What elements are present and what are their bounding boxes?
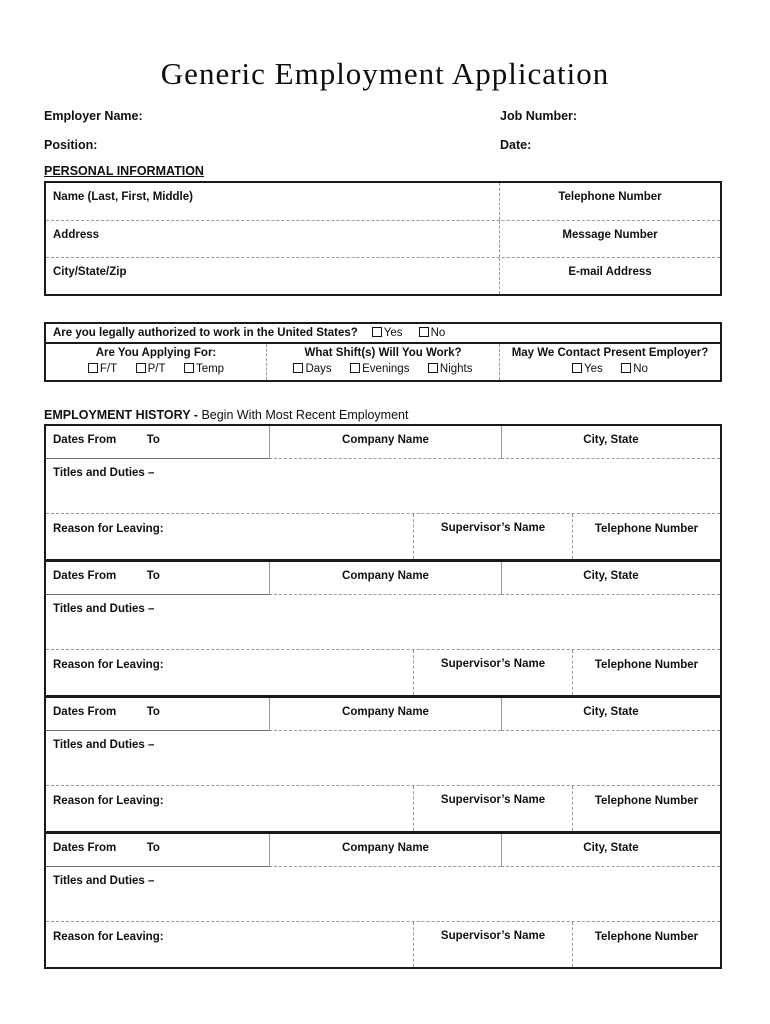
temp-label: Temp	[195, 363, 225, 375]
contact-employer-cell	[499, 344, 720, 380]
employment-block-1	[46, 426, 720, 559]
work-authorization-row	[46, 324, 720, 344]
contact-yes-label: Yes	[584, 363, 603, 375]
days-label: Days	[305, 363, 332, 375]
temp-checkbox[interactable]	[184, 363, 194, 373]
city-state-field[interactable]	[501, 426, 720, 459]
dates-from-label: Dates From	[53, 842, 117, 854]
ft-option	[88, 363, 117, 375]
company-name-field[interactable]	[269, 834, 501, 867]
city-state-label: City, State	[583, 706, 639, 718]
page-title: Generic Employment Application	[160, 56, 610, 91]
employer-name-label: Employer Name:	[44, 109, 143, 123]
city-state-field[interactable]	[501, 562, 720, 595]
table-row	[46, 834, 720, 867]
supervisor-name-field[interactable]	[413, 514, 572, 559]
evenings-label: Evenings	[362, 363, 410, 375]
dates-field[interactable]	[46, 698, 269, 731]
company-name-label: Company Name	[342, 842, 429, 854]
personal-information-table	[44, 181, 722, 296]
dates-field[interactable]	[46, 834, 269, 867]
telephone-number-field[interactable]	[572, 786, 720, 831]
company-name-field[interactable]	[269, 426, 501, 459]
job-number-label: Job Number:	[500, 109, 578, 123]
reason-for-leaving-label: Reason for Leaving:	[53, 523, 164, 535]
nights-label: Nights	[439, 363, 473, 375]
table-row	[46, 921, 720, 967]
eligibility-columns	[46, 344, 720, 380]
employment-history-table	[44, 424, 722, 969]
name-field[interactable]	[46, 183, 499, 220]
contact-yes-checkbox[interactable]	[572, 363, 582, 373]
shifts-options	[293, 359, 472, 376]
company-name-label: Company Name	[342, 434, 429, 446]
ft-label: F/T	[99, 363, 118, 375]
employment-history-heading	[44, 408, 408, 422]
city-state-label: City, State	[583, 570, 639, 582]
telephone-number-field[interactable]	[572, 514, 720, 559]
reason-for-leaving-label: Reason for Leaving:	[53, 795, 164, 807]
ft-checkbox[interactable]	[88, 363, 98, 373]
authorized-no-checkbox[interactable]	[419, 327, 429, 337]
contact-no-checkbox[interactable]	[621, 363, 631, 373]
applying-for-options	[88, 359, 224, 376]
personal-information-heading: PERSONAL INFORMATION	[44, 164, 204, 178]
applying-for-heading: Are You Applying For:	[95, 347, 217, 359]
days-option	[293, 363, 331, 375]
applying-for-cell	[46, 344, 266, 380]
table-row	[46, 220, 720, 257]
titles-duties-field[interactable]	[46, 867, 720, 921]
supervisor-name-field[interactable]	[413, 786, 572, 831]
telephone-number-field[interactable]	[572, 922, 720, 967]
city-state-field[interactable]	[501, 698, 720, 731]
contact-yes-option	[572, 363, 603, 375]
reason-for-leaving-label: Reason for Leaving:	[53, 659, 164, 671]
days-checkbox[interactable]	[293, 363, 303, 373]
telephone-number-label: Telephone Number	[594, 523, 699, 535]
telephone-number-field[interactable]	[499, 183, 720, 220]
reason-for-leaving-field[interactable]	[46, 922, 413, 967]
telephone-number-field[interactable]	[572, 650, 720, 695]
company-name-field[interactable]	[269, 698, 501, 731]
supervisor-name-label: Supervisor’s Name	[440, 794, 546, 806]
evenings-checkbox[interactable]	[350, 363, 360, 373]
message-number-label: Message Number	[562, 229, 658, 241]
nights-option	[428, 363, 473, 375]
dates-field[interactable]	[46, 562, 269, 595]
employment-block-4	[46, 831, 720, 967]
employment-history-heading-subtitle: Begin With Most Recent Employment	[201, 408, 409, 422]
contact-no-label: No	[633, 363, 648, 375]
eligibility-table	[44, 322, 722, 382]
table-row	[46, 426, 720, 459]
dates-to-label: To	[146, 570, 160, 582]
dates-from-label: Dates From	[53, 434, 117, 446]
employment-block-2	[46, 559, 720, 695]
message-number-field[interactable]	[499, 221, 720, 257]
table-row	[46, 562, 720, 595]
dates-to-label: To	[146, 842, 160, 854]
reason-for-leaving-label: Reason for Leaving:	[53, 931, 164, 943]
shifts-heading: What Shift(s) Will You Work?	[304, 347, 462, 359]
evenings-option	[350, 363, 409, 375]
city-state-zip-label: City/State/Zip	[53, 266, 127, 278]
authorized-yes-checkbox[interactable]	[372, 327, 382, 337]
pt-checkbox[interactable]	[136, 363, 146, 373]
telephone-number-label: Telephone Number	[558, 191, 662, 203]
dates-from-label: Dates From	[53, 570, 117, 582]
authorized-no-option	[419, 327, 446, 339]
table-row	[46, 649, 720, 695]
titles-duties-field[interactable]	[46, 459, 720, 513]
city-state-label: City, State	[583, 842, 639, 854]
titles-duties-field[interactable]	[46, 595, 720, 649]
contact-no-option	[621, 363, 648, 375]
supervisor-name-field[interactable]	[413, 650, 572, 695]
titles-duties-label: Titles and Duties –	[53, 739, 155, 751]
dates-to-label: To	[146, 706, 160, 718]
date-label: Date:	[500, 138, 532, 152]
city-state-field[interactable]	[501, 834, 720, 867]
employment-history-heading-bold: EMPLOYMENT HISTORY -	[44, 408, 198, 422]
reason-for-leaving-field[interactable]	[46, 786, 413, 831]
reason-for-leaving-field[interactable]	[46, 650, 413, 695]
address-label: Address	[53, 229, 100, 241]
titles-duties-label: Titles and Duties –	[53, 603, 155, 615]
dates-from-label: Dates From	[53, 706, 117, 718]
supervisor-name-label: Supervisor’s Name	[440, 522, 546, 534]
supervisor-name-label: Supervisor’s Name	[440, 930, 546, 942]
supervisor-name-field[interactable]	[413, 922, 572, 967]
titles-duties-label: Titles and Duties –	[53, 467, 155, 479]
contact-employer-options	[572, 359, 648, 376]
dates-to-label: To	[146, 434, 160, 446]
authorized-yes-label: Yes	[383, 327, 403, 339]
authorized-no-label: No	[430, 327, 446, 339]
shifts-cell	[266, 344, 499, 380]
work-authorization-question: Are you legally authorized to work in the United States?	[53, 327, 358, 339]
telephone-number-label: Telephone Number	[594, 795, 699, 807]
table-row	[46, 513, 720, 559]
email-address-label: E-mail Address	[568, 266, 652, 278]
pt-label: P/T	[147, 363, 166, 375]
dates-field[interactable]	[46, 426, 269, 459]
city-state-zip-field[interactable]	[46, 258, 499, 294]
name-label: Name (Last, First, Middle)	[53, 191, 193, 203]
nights-checkbox[interactable]	[428, 363, 438, 373]
company-name-field[interactable]	[269, 562, 501, 595]
telephone-number-label: Telephone Number	[594, 931, 699, 943]
table-row	[46, 785, 720, 831]
employment-block-3	[46, 695, 720, 831]
city-state-label: City, State	[583, 434, 639, 446]
position-label: Position:	[44, 138, 98, 152]
contact-employer-heading: May We Contact Present Employer?	[511, 347, 709, 359]
company-name-label: Company Name	[342, 706, 429, 718]
company-name-label: Company Name	[342, 570, 429, 582]
email-address-field[interactable]	[499, 258, 720, 294]
temp-option	[184, 363, 224, 375]
reason-for-leaving-field[interactable]	[46, 514, 413, 559]
supervisor-name-label: Supervisor’s Name	[440, 658, 546, 670]
pt-option	[136, 363, 166, 375]
table-row	[46, 698, 720, 731]
titles-duties-label: Titles and Duties –	[53, 875, 155, 887]
titles-duties-field[interactable]	[46, 731, 720, 785]
address-field[interactable]	[46, 221, 499, 257]
table-row	[46, 257, 720, 294]
authorized-yes-option	[372, 327, 403, 339]
table-row	[46, 183, 720, 220]
telephone-number-label: Telephone Number	[594, 659, 699, 671]
